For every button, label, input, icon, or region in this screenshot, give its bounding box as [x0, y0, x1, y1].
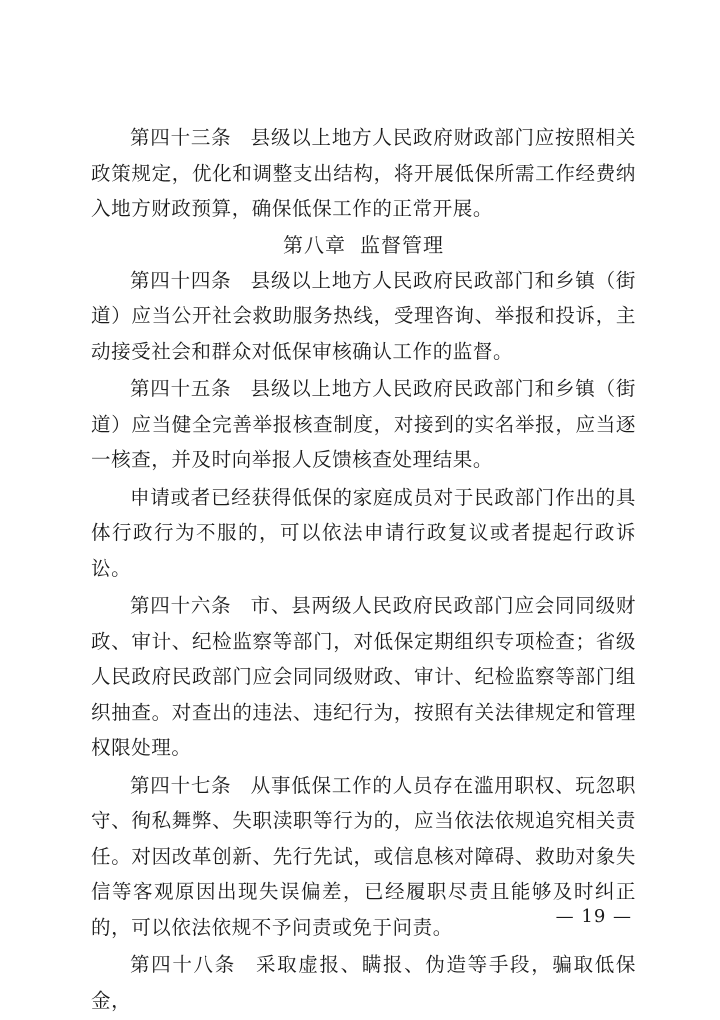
article-45-paragraph-2	[91, 480, 636, 587]
article-text: 县级以上地方人民政府财政部门应按照相关政策规定，优化和调整支出结构，将开展低保所需工作经费纳入地方财政预算，确保低保工作的正常开展。	[91, 126, 636, 220]
article-label: 第四十四条	[130, 268, 232, 292]
article-text: 县级以上地方人民政府民政部门和乡镇（街道）应当健全完善举报核查制度，对接到的实名举报，应当逐一核查，并及时向举报人反馈核查处理结果。	[91, 377, 636, 471]
article-45	[91, 371, 636, 478]
article-text: 市、县两级人民政府民政部门应会同同级财政、审计、纪检监察等部门，对低保定期组织专项检查；省级人民政府民政部门应会同同级财政、审计、纪检监察等部门组织抽查。对查出的违法、违纪行为，按照有关法律规定和管理权限处理。	[91, 594, 636, 759]
article-44	[91, 263, 636, 370]
article-text: 从事低保工作的人员存在滥用职权、玩忽职守、徇私舞弊、失职渎职等行为的，应当依法依规追究相关责任。对因改革创新、先行先试，或信息核对障碍、救助对象失信等客观原因出现失误偏差，已经履职尽责且能够及时纠正的，可以依法依规不予问责或免于问责。	[91, 773, 636, 939]
chapter-heading	[91, 227, 636, 263]
article-label: 第四十六条	[130, 594, 232, 617]
article-43	[91, 120, 636, 227]
document-body	[91, 120, 636, 1020]
article-label: 第四十八条	[130, 953, 236, 976]
article-label: 第四十五条	[130, 377, 232, 400]
page-number: — 19 —	[555, 906, 632, 927]
article-text: 采取虚报、瞒报、伪造等手段，骗取低保金，	[91, 953, 636, 1012]
article-label: 第四十七条	[130, 773, 232, 797]
article-48	[91, 947, 636, 1018]
article-47	[91, 768, 636, 946]
article-46	[91, 588, 636, 766]
chapter-title: 监督管理	[360, 232, 444, 257]
paragraph-text: 申请或者已经获得低保的家庭成员对于民政部门作出的具体行政行为不服的，可以依法申请行政复议或者提起行政诉讼。	[91, 485, 636, 580]
chapter-number: 第八章	[283, 232, 346, 257]
article-text: 县级以上地方人民政府民政部门和乡镇（街道）应当公开社会救助服务热线，受理咨询、举报和投诉，主动接受社会和群众对低保审核确认工作的监督。	[91, 268, 636, 363]
article-label: 第四十三条	[130, 126, 232, 149]
